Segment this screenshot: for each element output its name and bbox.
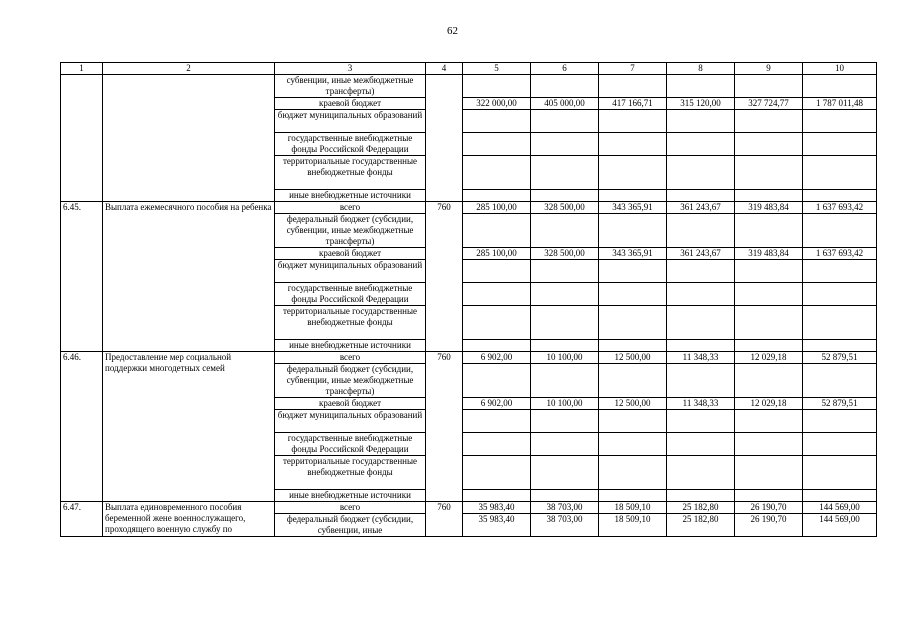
value-cell: 18 509,10 (599, 502, 667, 514)
value-cell: 11 348,33 (667, 352, 735, 364)
value-cell: 319 483,84 (735, 202, 803, 214)
item-number: 6.45. (61, 202, 103, 352)
value-cell: 38 703,00 (531, 502, 599, 514)
col-header: 8 (667, 63, 735, 75)
funding-source: государственные внебюджетные фонды Российской Федерации (275, 283, 426, 306)
value-cell: 328 500,00 (531, 248, 599, 260)
value-cell: 11 348,33 (667, 398, 735, 410)
value-cell: 322 000,00 (463, 98, 531, 110)
value-cell: 285 100,00 (463, 202, 531, 214)
funding-source: территориальные государственные внебюджетные фонды (275, 306, 426, 340)
funding-source: субвенции, иные межбюджетные трансферты) (275, 75, 426, 98)
item-code: 760 (426, 352, 463, 502)
table-row (61, 352, 877, 364)
funding-source: краевой бюджет (275, 248, 426, 260)
funding-source: федеральный бюджет (субсидии, субвенции, иные (275, 514, 426, 537)
funding-source: всего (275, 502, 426, 514)
col-header: 10 (803, 63, 877, 75)
page-number: 62 (447, 25, 458, 37)
item-number: 6.47. (61, 502, 103, 537)
value-cell: 12 029,18 (735, 352, 803, 364)
col-header: 3 (275, 63, 426, 75)
item-name: Выплата единовременного пособия беременной жене военнослужащего, проходящего военную службу по (103, 502, 275, 537)
table-row (61, 202, 877, 214)
item-name: Предоставление мер социальной поддержки многодетных семей (103, 352, 275, 502)
funding-source: всего (275, 352, 426, 364)
value-cell: 285 100,00 (463, 248, 531, 260)
budget-table (60, 62, 877, 537)
header-row (61, 63, 877, 75)
value-cell: 328 500,00 (531, 202, 599, 214)
col-header: 2 (103, 63, 275, 75)
funding-source: краевой бюджет (275, 98, 426, 110)
value-cell: 12 500,00 (599, 352, 667, 364)
value-cell: 25 182,80 (667, 502, 735, 514)
value-cell: 361 243,67 (667, 248, 735, 260)
item-name (103, 75, 275, 202)
value-cell: 405 000,00 (531, 98, 599, 110)
funding-source: федеральный бюджет (субсидии, субвенции, иные межбюджетные трансферты) (275, 214, 426, 248)
funding-source: иные внебюджетные источники (275, 490, 426, 502)
table-row (61, 502, 877, 514)
item-code: 760 (426, 202, 463, 352)
col-header: 9 (735, 63, 803, 75)
value-cell: 1 787 011,48 (803, 98, 877, 110)
funding-source: бюджет муниципальных образований (275, 260, 426, 283)
funding-source: иные внебюджетные источники (275, 190, 426, 202)
funding-source: иные внебюджетные источники (275, 340, 426, 352)
value-cell: 1 637 693,42 (803, 202, 877, 214)
value-cell: 52 879,51 (803, 398, 877, 410)
value-cell: 1 637 693,42 (803, 248, 877, 260)
value-cell: 10 100,00 (531, 398, 599, 410)
value-cell: 35 983,40 (463, 502, 531, 514)
value-cell: 52 879,51 (803, 352, 877, 364)
value-cell: 26 190,70 (735, 514, 803, 537)
col-header: 1 (61, 63, 103, 75)
value-cell: 6 902,00 (463, 398, 531, 410)
value-cell: 18 509,10 (599, 514, 667, 537)
value-cell: 6 902,00 (463, 352, 531, 364)
value-cell: 343 365,91 (599, 202, 667, 214)
col-header: 5 (463, 63, 531, 75)
funding-source: всего (275, 202, 426, 214)
value-cell: 417 166,71 (599, 98, 667, 110)
table-row (61, 75, 877, 98)
item-code: 760 (426, 502, 463, 537)
value-cell: 10 100,00 (531, 352, 599, 364)
col-header: 4 (426, 63, 463, 75)
value-cell: 26 190,70 (735, 502, 803, 514)
value-cell: 25 182,80 (667, 514, 735, 537)
funding-source: федеральный бюджет (субсидии, субвенции, иные межбюджетные трансферты) (275, 364, 426, 398)
funding-source: бюджет муниципальных образований (275, 410, 426, 433)
funding-source: краевой бюджет (275, 398, 426, 410)
value-cell: 144 569,00 (803, 502, 877, 514)
col-header: 6 (531, 63, 599, 75)
funding-source: территориальные государственные внебюджетные фонды (275, 456, 426, 490)
item-name: Выплата ежемесячного пособия на ребенка (103, 202, 275, 352)
funding-source: территориальные государственные внебюджетные фонды (275, 156, 426, 190)
value-cell: 144 569,00 (803, 514, 877, 537)
funding-source: государственные внебюджетные фонды Российской Федерации (275, 133, 426, 156)
funding-source: государственные внебюджетные фонды Российской Федерации (275, 433, 426, 456)
value-cell: 343 365,91 (599, 248, 667, 260)
funding-source: бюджет муниципальных образований (275, 110, 426, 133)
value-cell: 315 120,00 (667, 98, 735, 110)
col-header: 7 (599, 63, 667, 75)
item-number: 6.46. (61, 352, 103, 502)
item-code (426, 75, 463, 202)
item-number (61, 75, 103, 202)
value-cell: 327 724,77 (735, 98, 803, 110)
value-cell: 12 500,00 (599, 398, 667, 410)
value-cell: 12 029,18 (735, 398, 803, 410)
value-cell: 38 703,00 (531, 514, 599, 537)
value-cell: 361 243,67 (667, 202, 735, 214)
value-cell: 319 483,84 (735, 248, 803, 260)
value-cell: 35 983,40 (463, 514, 531, 537)
